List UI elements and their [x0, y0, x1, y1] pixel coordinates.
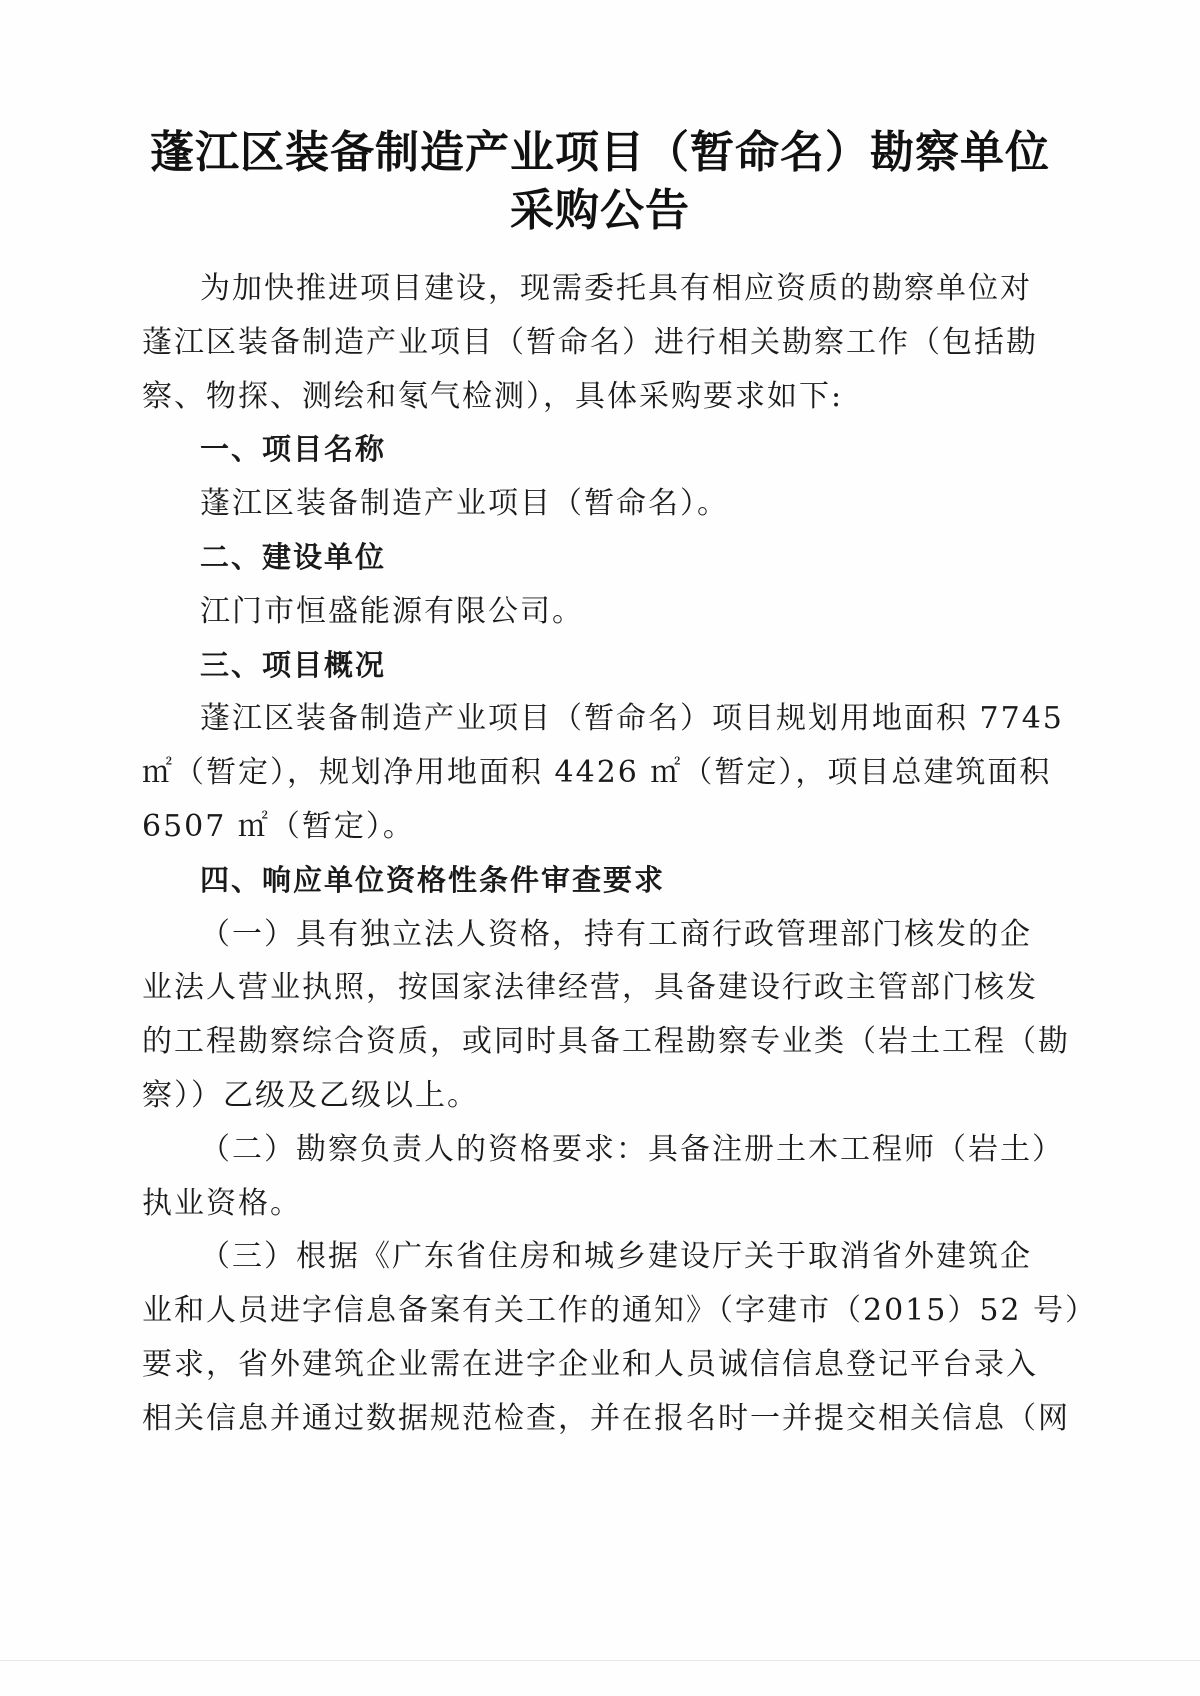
intro-paragraph	[142, 262, 1042, 423]
section-heading-project-overview: 三、项目概况	[200, 647, 387, 682]
section-text-project-overview	[142, 692, 1064, 853]
section-text-construction-unit	[142, 585, 1042, 639]
section-heading-construction-unit: 二、建设单位	[200, 539, 387, 574]
section-line: 江门市恒盛能源有限公司。	[200, 593, 584, 629]
section-line: ㎡（暂定），规划净用地面积 4426 ㎡（暂定），项目总建筑面积	[142, 755, 1052, 791]
requirement-line: 业法人营业执照，按国家法律经营，具备建设行政主管部门核发	[142, 970, 1038, 1006]
requirement-paragraph-3	[142, 1230, 1098, 1445]
requirement-line: 执业资格。	[142, 1185, 302, 1221]
section-line: 蓬江区装备制造产业项目（暂命名）。	[200, 486, 729, 522]
requirement-line: 要求，省外建筑企业需在进字企业和人员诚信信息登记平台录入	[142, 1346, 1038, 1382]
requirement-line: 相关信息并通过数据规范检查，并在报名时一并提交相关信息（网	[142, 1400, 1070, 1436]
intro-line: 蓬江区装备制造产业项目（暂命名）进行相关勘察工作（包括勘	[142, 324, 1038, 360]
requirement-line: 业和人员进字信息备案有关工作的通知》（字建市（2015）52 号）	[142, 1293, 1098, 1329]
section-line: 6507 ㎡（暂定）。	[142, 808, 415, 844]
intro-line: 察、物探、测绘和氡气检测），具体采购要求如下:	[142, 378, 844, 414]
document-title-line-2: 采购公告	[510, 185, 690, 236]
requirement-paragraph-2	[142, 1123, 1064, 1231]
requirement-line: （二）勘察负责人的资格要求：具备注册土木工程师（岩土）	[200, 1131, 1064, 1167]
requirement-line: 察））乙级及乙级以上。	[142, 1077, 479, 1113]
section-text-project-name	[142, 477, 1042, 531]
requirement-paragraph-1	[142, 908, 1070, 1123]
scan-edge-line	[0, 1660, 1200, 1661]
requirement-line: （一）具有独立法人资格，持有工商行政管理部门核发的企	[200, 916, 1032, 952]
section-heading-qualification-requirements: 四、响应单位资格性条件审查要求	[200, 862, 666, 897]
section-heading-project-name: 一、项目名称	[200, 432, 387, 467]
requirement-line: 的工程勘察综合资质，或同时具备工程勘察专业类（岩土工程（勘	[142, 1024, 1070, 1060]
intro-line: 为加快推进项目建设，现需委托具有相应资质的勘察单位对	[200, 271, 1032, 306]
section-line: 蓬江区装备制造产业项目（暂命名）项目规划用地面积 7745	[200, 701, 1064, 737]
document-body	[142, 262, 1098, 1446]
document-title-line-1: 蓬江区装备制造产业项目（暂命名）勘察单位	[150, 127, 1050, 178]
requirement-line: （三）根据《广东省住房和城乡建设厅关于取消省外建筑企	[200, 1239, 1032, 1275]
